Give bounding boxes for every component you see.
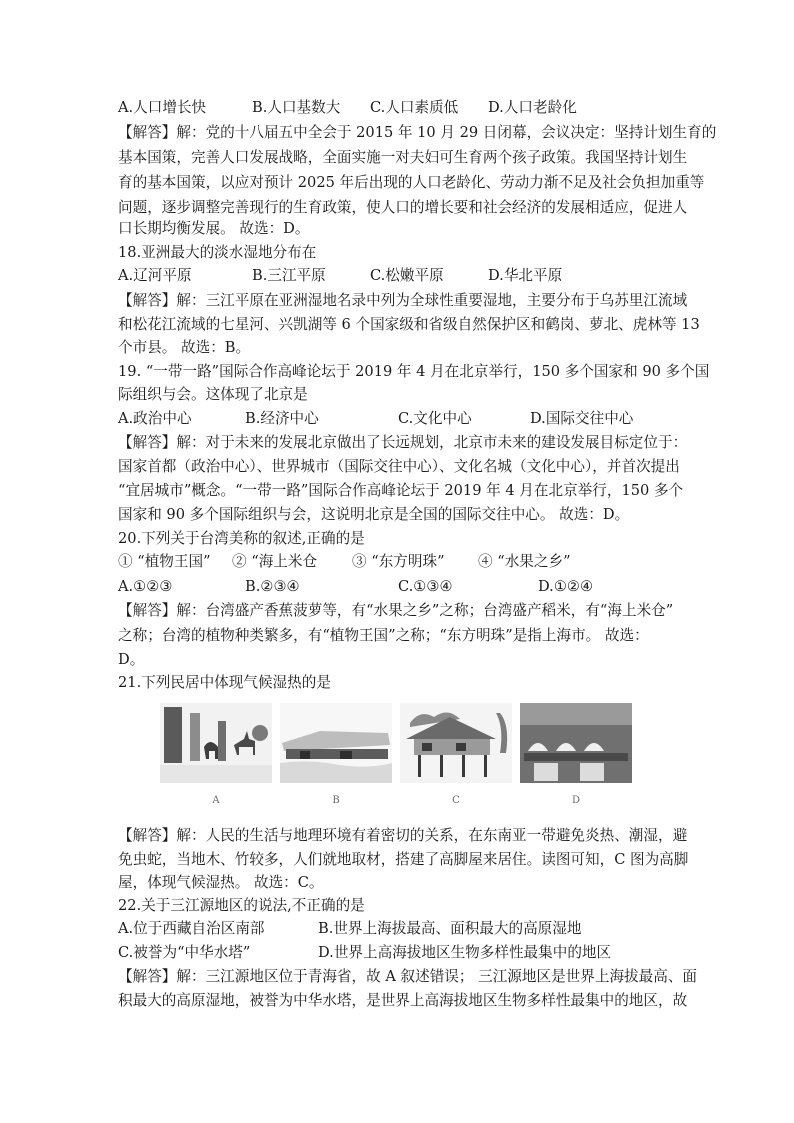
q20-option-a: A.①②③ xyxy=(118,578,173,595)
q20-stem: 20.下列关于台湾美称的叙述,正确的是 xyxy=(118,530,365,547)
answer-line: 【解答】解：人民的生活与地理环境有着密切的关系，在东南亚一带避免炎热、潮湿，避 xyxy=(118,827,688,844)
q20-option-d: D.①②④ xyxy=(538,578,594,595)
dwelling-image-c xyxy=(400,703,512,783)
answer-line: 之称；台湾的植物种类繁多，有“植物王国”之称；“东方明珠”是指上海市。 故选： xyxy=(118,627,649,644)
q18-option-d: D.华北平原 xyxy=(488,267,563,284)
q18-stem: 18.亚洲最大的淡水湿地分布在 xyxy=(118,244,317,261)
image-label-b: B xyxy=(332,795,340,806)
answer-line: 屋，体现气候湿热。 故选：C。 xyxy=(118,874,324,891)
q22-option-b: B.世界上海拔最高、面积最大的高原湿地 xyxy=(318,920,582,937)
q19-option-a: A.政治中心 xyxy=(118,410,192,427)
q20-item-1: ① “植物王国” xyxy=(118,553,211,570)
q22-option-a: A.位于西藏自治区南部 xyxy=(118,920,265,937)
q19-option-c: C.文化中心 xyxy=(398,410,472,427)
image-label-a: A xyxy=(212,795,220,806)
answer-line: 【解答】解：党的十八届五中全会于 2015 年 10 月 29 日闭幕，会议决定：坚持计划生育的 xyxy=(118,124,717,141)
q20-item-3: ③ “东方明珠” xyxy=(352,553,445,570)
q17-option-c: C.人口素质低 xyxy=(370,99,459,116)
answer-line: 【解答】解：三江源地区位于青海省，故 A 叙述错误； 三江源地区是世界上海拔最高、面 xyxy=(118,968,698,985)
q22-option-c: C.被誉为“中华水塔” xyxy=(118,944,251,961)
q20-option-c: C.①③④ xyxy=(398,578,453,595)
q22-option-d: D.世界上高海拔地区生物多样性最集中的地区 xyxy=(318,944,612,961)
answer-line: 个市县。 故选：B。 xyxy=(118,339,251,356)
answer-line: 问题，逐步调整完善现行的生育政策，使人口的增长要和社会经济的发展相适应，促进人 xyxy=(118,199,688,216)
q18-option-c: C.松嫩平原 xyxy=(370,267,444,284)
q17-option-b: B.人口基数大 xyxy=(252,99,341,116)
q20-item-2: ② “海上米仓 xyxy=(232,553,318,570)
dwelling-images xyxy=(160,703,640,813)
answer-line: 积最大的高原湿地，被誉为中华水塔，是世界上高海拔地区生物多样性最集中的地区，故 xyxy=(118,992,688,1009)
answer-line: 基本国策，完善人口发展战略，全面实施一对夫妇可生育两个孩子政策。我国坚持计划生 xyxy=(118,149,688,166)
q17-option-a: A.人口增长快 xyxy=(118,99,207,116)
q18-option-a: A.辽河平原 xyxy=(118,267,192,284)
q21-stem: 21.下列民居中体现气候湿热的是 xyxy=(118,674,331,691)
q20-option-b: B.②③④ xyxy=(245,578,300,595)
image-label-d: D xyxy=(571,795,581,806)
answer-line: 育的基本国策，以应对预计 2025 年后出现的人口老龄化、劳动力渐不足及社会负担加重等 xyxy=(118,174,705,191)
answer-line: D。 xyxy=(118,651,145,668)
q19-option-b: B.经济中心 xyxy=(245,410,319,427)
dwelling-image-a xyxy=(160,703,272,783)
answer-line: 【解答】解：对于未来的发展北京做出了长远规划，北京市未来的建设发展目标定位于： xyxy=(118,434,688,451)
image-label-c: C xyxy=(452,795,460,806)
dwelling-image-b xyxy=(280,703,392,783)
answer-line: 和松花江流域的七星河、兴凯湖等 6 个国家级和省级自然保护区和鹤岗、萝北、虎林等 13 xyxy=(118,316,700,333)
answer-line: 【解答】解：三江平原在亚洲湿地名录中列为全球性重要湿地，主要分布于乌苏里江流域 xyxy=(118,292,688,309)
dwelling-image-d xyxy=(520,703,632,783)
q20-item-4: ④ “水果之乡” xyxy=(478,553,571,570)
answer-line: 国家首都（政治中心）、世界城市（国际交往中心）、文化名城（文化中心），并首次提出 xyxy=(118,458,680,475)
q19-stem-line: 19. “一带一路”国际合作高峰论坛于 2019 年 4 月在北京举行，150 多个国家和 90 多个国 xyxy=(118,363,710,380)
answer-line: 【解答】解：台湾盛产香蕉菠萝等，有“水果之乡”之称；台湾盛产稻米，有“海上米仓” xyxy=(118,602,674,619)
q19-option-d: D.国际交往中心 xyxy=(530,410,634,427)
answer-line: “宜居城市”概念。“一带一路”国际合作高峰论坛于 2019 年 4 月在北京举行，150 多个 xyxy=(118,482,684,499)
answer-line: 免虫蛇，当地木、竹较多，人们就地取材，搭建了高脚屋来居住。读图可知，C 图为高脚 xyxy=(118,851,689,868)
q17-option-d: D.人口老龄化 xyxy=(488,99,577,116)
answer-line: 国家和 90 多个国际组织与会，这说明北京是全国的国际交往中心。 故选：D。 xyxy=(118,506,630,523)
q22-stem: 22.关于三江源地区的说法,不正确的是 xyxy=(118,897,365,914)
q19-stem-line: 际组织与会。这体现了北京是 xyxy=(118,386,308,403)
answer-line: 口长期均衡发展。 故选：D。 xyxy=(118,220,310,237)
q18-option-b: B.三江平原 xyxy=(252,267,326,284)
